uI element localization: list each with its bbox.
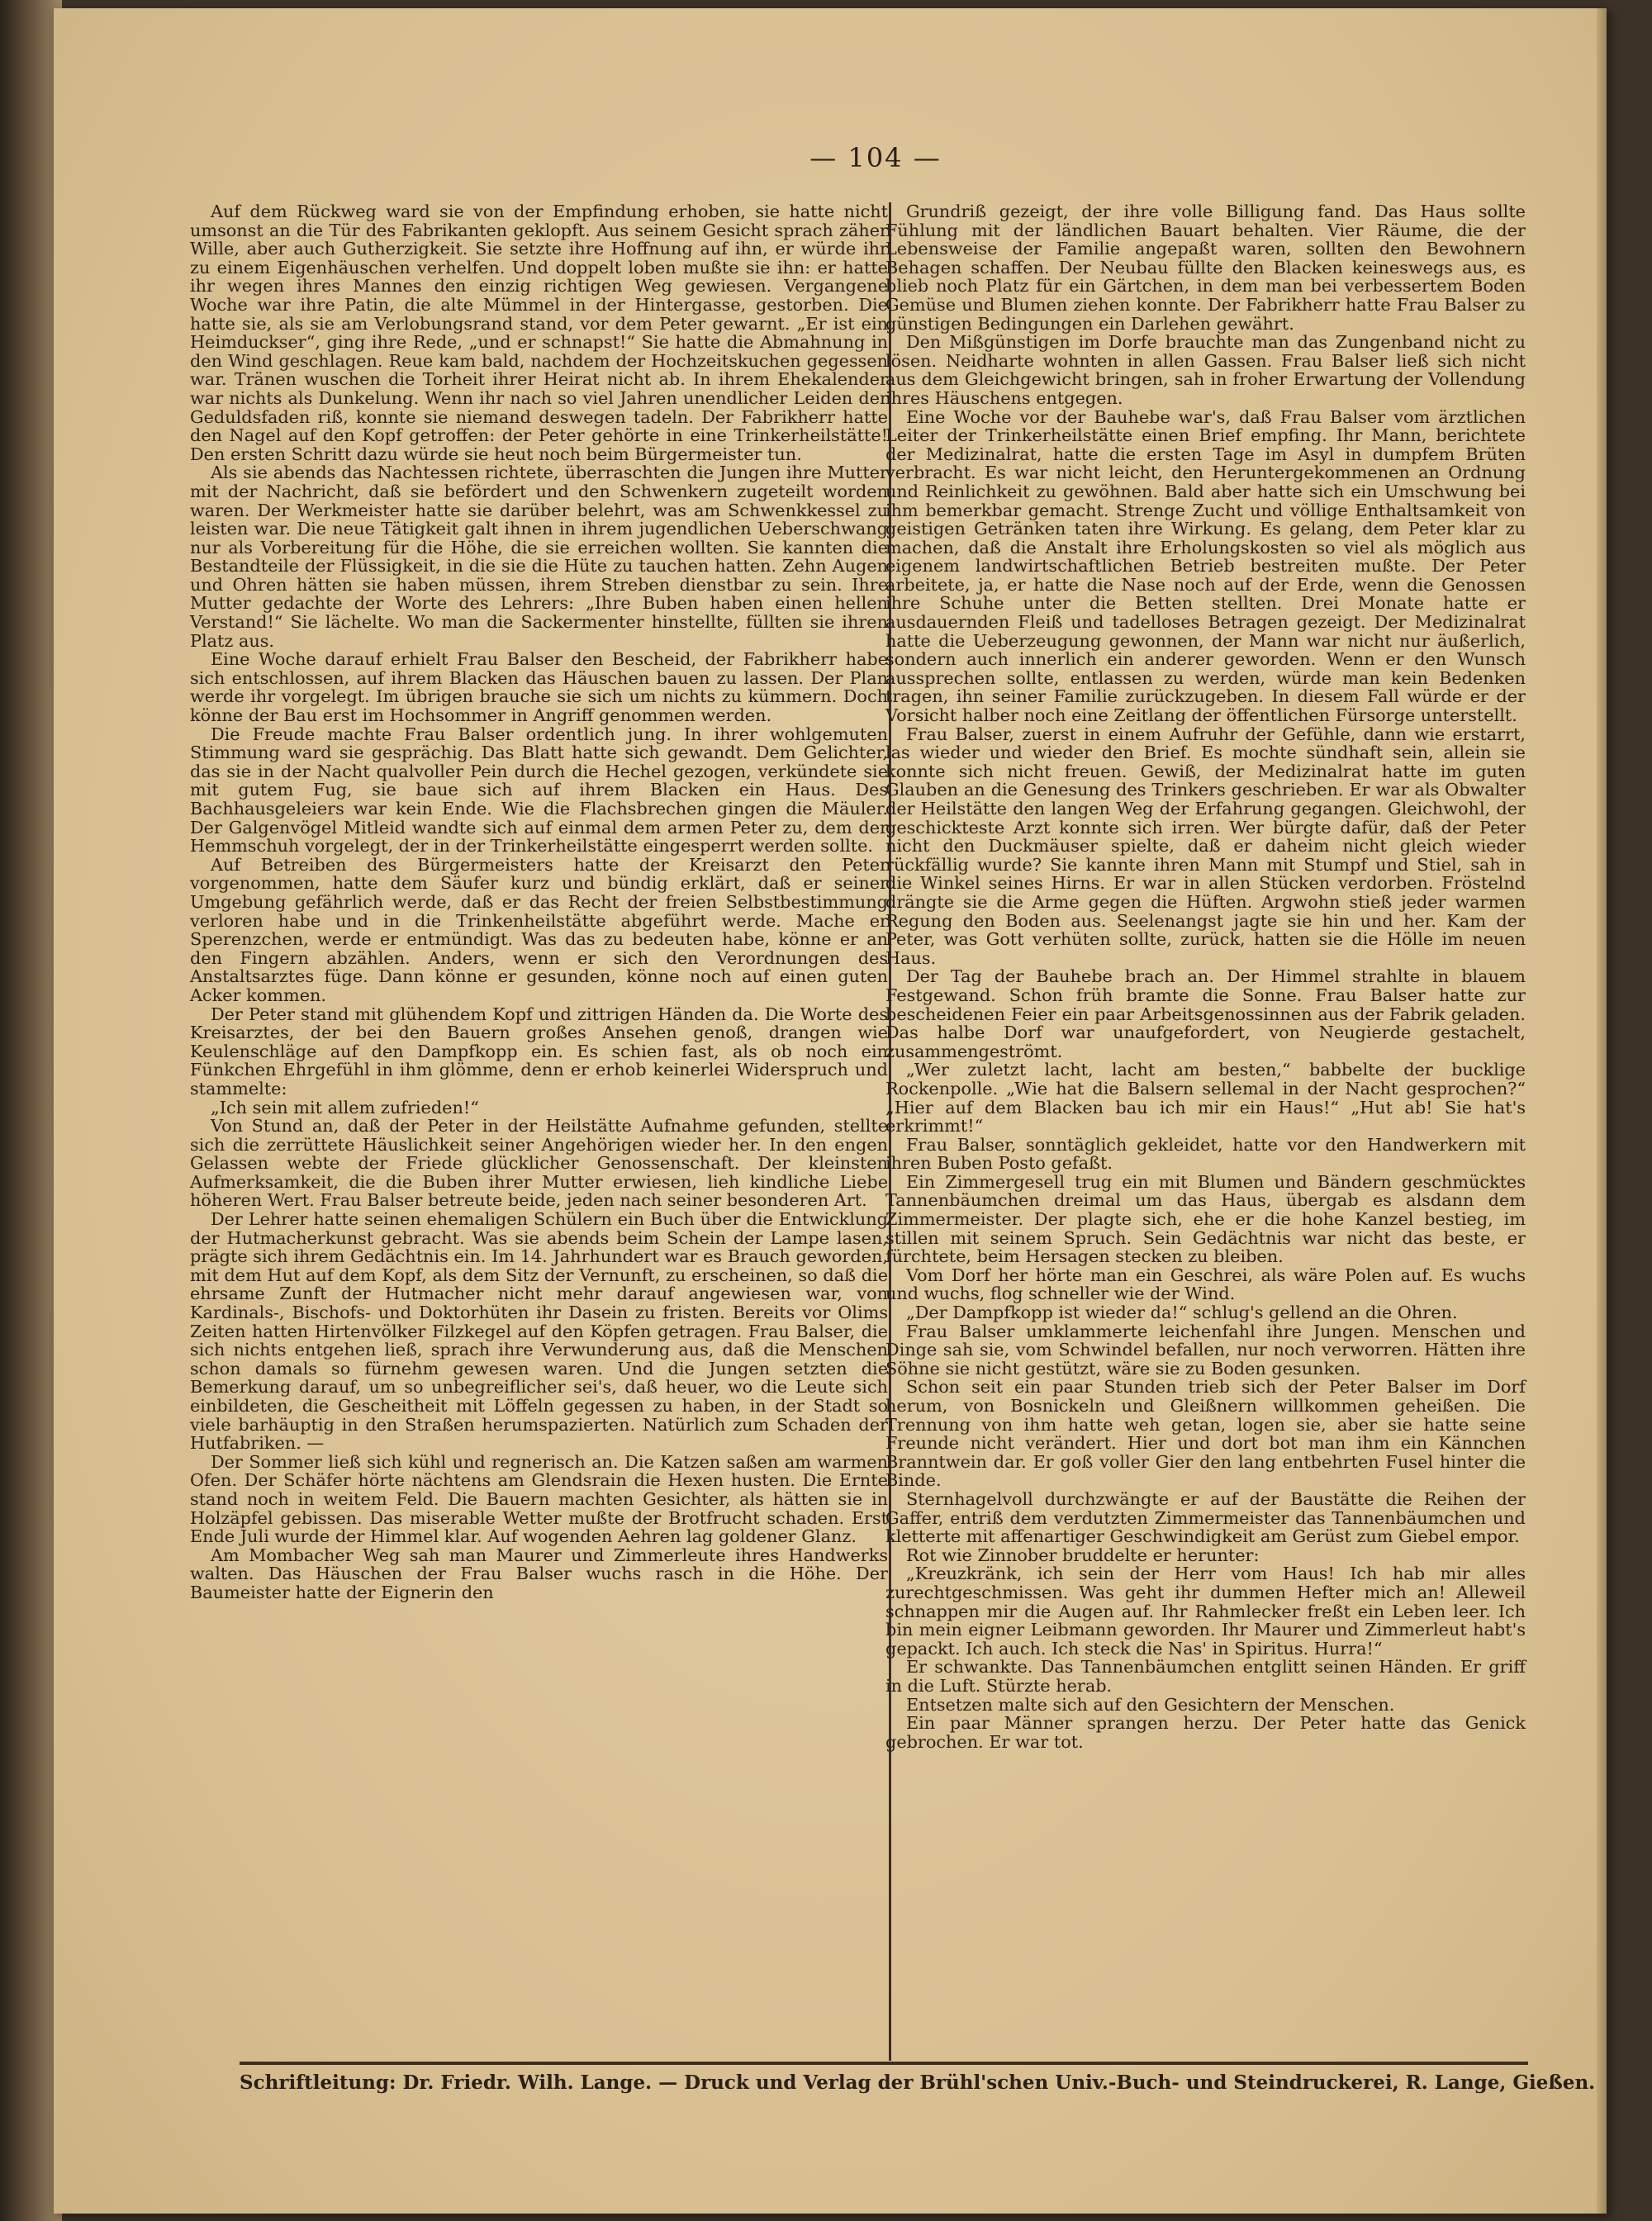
paragraph: Auf dem Rückweg ward sie von der Empfindung erhoben, sie hatte nicht umsonst an die Tür des Fabrikanten geklopft. Aus seinem Gesicht sprach zäher Wille, aber auch Gutherzigkeit. Sie setzte ihre Hoffnung auf ihn, er würde ihr zu einem Eigenhäuschen verhelfen. Und doppelt loben mußte sie ihn: er hatte ihr wegen ihres Mannes den einzig richtigen Weg gewiesen. Vergangene Woche war ihre Patin, die alte Mümmel in der Hintergasse, gestorben. Die hatte sie, als sie am Verlobungsrand stand, vor dem Peter gewarnt. „Er ist ein Heimduckser“, ging ihre Rede, „und er schnapst!“ Sie hatte die Abmahnung in den Wind geschlagen. Reue kam bald, nachdem der Hochzeitskuchen gegessen war. Tränen wuschen die Torheit ihrer Heirat nicht ab. In ihrem Ehekalender war nichts als Dunkelung. Wenn ihr nach so viel Jahren unendlicher Leiden der Geduldsfaden riß, konnte sie niemand deswegen tadeln. Der Fabrikherr hatte den Nagel auf den Kopf getroffen: der Peter gehörte in eine Trinkerheilstätte! Den ersten Schritt dazu würde sie heut noch beim Bürgermeister tun. xyxy=(190,202,888,464)
footer-imprint: Schriftleitung: Dr. Friedr. Wilh. Lange. — Druck und Verlag der Brühl'schen Univ.-Buch- und Steindruckerei, R. Lange, Gießen. xyxy=(240,2072,1596,2094)
paragraph: Ein Zimmergesell trug ein mit Blumen und Bändern geschmücktes Tannenbäumchen dreimal um das Haus, übergab es alsdann dem Zimmermeister. Der plagte sich, ehe er die hohe Kanzel bestieg, im stillen mit seinem Spruch. Sein Gedächtnis war nicht das beste, er fürchtete, beim Hersagen stecken zu bleiben. xyxy=(885,1171,1526,1267)
page-edge-right xyxy=(1597,8,1607,2214)
page-number: — 104 — xyxy=(809,142,942,173)
paragraph: Der Lehrer hatte seinen ehemaligen Schülern ein Buch über die Entwicklung der Hutmacherkunst gebracht. Was sie abends beim Schein der Lampe lasen, prägte sich ihrem Gedächtnis ein. Im 14. Jahrhundert war es Brauch geworden, mit dem Hut auf dem Kopf, als dem Sitz der Vernunft, zu erscheinen, so daß die ehrsame Zunft der Hutmacher nicht mehr darauf angewiesen war, von Kardinals-, Bischofs- und Doktorhüten ihr Dasein zu fristen. Bereits vor Olims Zeiten hatten Hirtenvölker Filzkegel auf den Köpfen getragen. Frau Balser, die sich nichts entgehen ließ, sprach ihre Verwunderung aus, daß die Menschen schon damals so fürnehm gewesen waren. Und die Jungen setzten die Bemerkung darauf, um so unbegreiflicher sei's, daß heuer, wo die Leute sich einbildeten, die Gescheitheit mit Löffeln gegessen zu haben, in der Stadt so viele barhäuptig in den Straßen herumspazierten. Natürlich zum Schaden der Hutfabriken. — xyxy=(190,1209,888,1454)
paragraph: Von Stund an, daß der Peter in der Heilstätte Aufnahme gefunden, stellte sich die zerrüttete Häuslichkeit seiner Angehörigen wieder her. In den engen Gelassen webte der Friede glücklicher Genossenschaft. Der kleinsten Aufmerksamkeit, die die Buben ihrer Mutter erwiesen, lieh kindliche Liebe höheren Wert. Frau Balser betreute beide, jeden nach seiner besonderen Art. xyxy=(190,1116,888,1211)
paragraph: Am Mombacher Weg sah man Maurer und Zimmerleute ihres Handwerks walten. Das Häuschen der Frau Balser wuchs rasch in die Höhe. Der Baumeister hatte der Eignerin den xyxy=(190,1545,888,1602)
paragraph: Frau Balser, sonntäglich gekleidet, hatte vor den Handwerkern mit ihren Buben Posto gefaßt. xyxy=(885,1134,1526,1174)
paragraph: Der Peter stand mit glühendem Kopf und zittrigen Händen da. Die Worte des Kreisarztes, der bei den Bauern großes Ansehen genoß, drangen wie Keulenschläge auf den Dampfkopp ein. Es schien fast, als ob noch ein Fünkchen Ehrgefühl in ihm glömme, denn er erhob keinerlei Widerspruch und stammelte: xyxy=(190,1004,888,1099)
paragraph: Als sie abends das Nachtessen richtete, überraschten die Jungen ihre Mutter mit der Nachricht, daß sie befördert und den Schwenkern zugeteilt worden waren. Der Werkmeister hatte sie darüber belehrt, was am Schwenkkessel zu leisten war. Die neue Tätigkeit galt ihnen in ihrem jugendlichen Ueberschwang nur als Vorbereitung für die Höhe, die sie erreichen wollten. Sie kannten die Bestandteile der Flüssigkeit, in die sie die Hüte zu tauchen hatten. Zehn Augen und Ohren hätten sie haben müssen, ihrem Streben dienstbar zu sein. Ihre Mutter gedachte der Worte des Lehrers: „Ihre Buben haben einen hellen Verstand!“ Sie lächelte. Wo man die Sackermenter hinstellte, füllten sie ihren Platz aus. xyxy=(190,463,888,651)
paragraph: Der Tag der Bauhebe brach an. Der Himmel strahlte in blauem Festgewand. Schon früh bramte die Sonne. Frau Balser hatte zur bescheidenen Feier ein paar Arbeitsgenossinnen aus der Fabrik geladen. Das halbe Dorf war unaufgefordert, von Neugierde gestachelt, zusammengeströmt. xyxy=(885,966,1526,1061)
paragraph: Eine Woche vor der Bauhebe war's, daß Frau Balser vom ärztlichen Leiter der Trinkerheilstätte einen Brief empfing. Ihr Mann, berichtete der Medizinalrat, hatte die ersten Tage im Asyl in dumpfem Brüten verbracht. Es war nicht leicht, den Heruntergekommenen an Ordnung und Reinlichkeit zu gewöhnen. Bald aber hatte sich ein Umschwung bei ihm bemerkbar gemacht. Strenge Zucht und völlige Enthaltsamkeit von geistigen Getränken taten ihre Wirkung. Es gelang, dem Peter klar zu machen, daß die Anstalt ihre Erholungskosten so viel als möglich aus eigenem landwirtschaftlichen Betrieb bestreiten mußte. Der Peter arbeitete, ja, er hatte die Nase noch auf der Erde, wenn die Genossen ihre Schuhe unter die Betten stellten. Drei Monate hatte er ausdauernden Fleiß und tadelloses Betragen gezeigt. Der Medizinalrat hatte die Ueberzeugung gewonnen, der Mann war nicht nur äußerlich, sondern auch innerlich ein anderer geworden. Wenn er den Wunsch aussprechen sollte, entlassen zu werden, würde man kein Bedenken tragen, ihn seiner Familie zurückzugeben. In diesem Fall würde er der Vorsicht halber noch eine Zeitlang der öffentlichen Fürsorge unterstellt. xyxy=(885,406,1526,726)
text-column-right xyxy=(885,202,1526,1751)
paragraph: Grundriß gezeigt, der ihre volle Billigung fand. Das Haus sollte Fühlung mit der ländlichen Bauart behalten. Vier Räume, die der Lebensweise der Familie angepaßt waren, sollten den Bewohnern Behagen schaffen. Der Neubau füllte den Blacken keineswegs aus, es blieb noch Platz für ein Gärtchen, in dem man bei verbessertem Boden Gemüse und Blumen ziehen konnte. Der Fabrikherr hatte Frau Balser zu günstigen Bedingungen ein Darlehen gewährt. xyxy=(885,202,1526,334)
paragraph: Sternhagelvoll durchzwängte er auf der Baustätte die Reihen der Gaffer, entriß dem verdutzten Zimmermeister das Tannenbäumchen und kletterte mit affenartiger Geschwindigkeit am Gerüst zum Giebel empor. xyxy=(885,1488,1526,1547)
paragraph: Ein paar Männer sprangen herzu. Der Peter hatte das Genick gebrochen. Er war tot. xyxy=(885,1713,1526,1752)
paragraph: Auf Betreiben des Bürgermeisters hatte der Kreisarzt den Peter vorgenommen, hatte dem Säufer kurz und bündig erklärt, daß er seiner Umgebung gefährlich werde, daß er das Recht der freien Selbstbestimmung verloren habe und in die Trinkenheilstätte abgeführt werde. Mache er Sperenzchen, werde er entmündigt. Was das zu bedeuten habe, könne er an den Fingern abzählen. Anders, wenn er sich den Verordnungen des Anstaltsarztes füge. Dann könne er gesunden, könne noch auf einen guten Acker kommen. xyxy=(190,854,888,1005)
text-column-left xyxy=(190,202,888,1602)
paragraph: Entsetzen malte sich auf den Gesichtern der Menschen. xyxy=(905,1694,1395,1715)
paragraph: „Ich sein mit allem zufrieden!“ xyxy=(210,1097,479,1118)
paragraph: Frau Balser umklammerte leichenfahl ihre Jungen. Menschen und Dinge sah sie, vom Schwindel befallen, nur noch verworren. Hätten ihre Söhne sie nicht gestützt, wäre sie zu Boden gesunken. xyxy=(885,1321,1526,1379)
paragraph: Frau Balser, zuerst in einem Aufruhr der Gefühle, dann wie erstarrt, las wieder und wieder den Brief. Es mochte sündhaft sein, allein sie konnte sich nicht freuen. Gewiß, der Medizinalrat hatte im guten Glauben an die Genesung des Trinkers geschrieben. Er war als Obwalter der Heilstätte den langen Weg der Erfahrung gegangen. Gleichwohl, der geschickteste Arzt konnte sich irren. Wer bürgte dafür, daß der Peter nicht den Duckmäuser spielte, daß er daheim nicht gleich wieder rückfällig wurde? Sie kannte ihren Mann mit Stumpf und Stiel, sah in die Winkel seines Hirns. Er war in allen Stücken verdorben. Fröstelnd drängte sie die Arme gegen die Hüften. Argwohn stieß jeder warmen Regung den Boden aus. Seelenangst jagte sie hin und her. Kam der Peter, was Gott verhüten sollte, zurück, hatten sie die Hölle im neuen Haus. xyxy=(885,724,1526,968)
paragraph: Er schwankte. Das Tannenbäumchen entglitt seinen Händen. Er griff in die Luft. Stürzte herab. xyxy=(885,1657,1526,1696)
book-binding-edge xyxy=(0,0,62,2221)
paragraph: Vom Dorf her hörte man ein Geschrei, als wäre Polen auf. Es wuchs und wuchs, flog schneller wie der Wind. xyxy=(885,1265,1526,1304)
paragraph: „Der Dampfkopp ist wieder da!“ schlug's gellend an die Ohren. xyxy=(905,1303,1458,1323)
paragraph: „Wer zuletzt lacht, lacht am besten,“ babbelte der bucklige Rockenpolle. „Wie hat die Balsern sellemal in der Nacht gesprochen?“ „Hier auf dem Blacken bau ich mir ein Haus!“ „Hut ab! Sie hat's erkrimmt!“ xyxy=(885,1060,1526,1137)
paragraph: Rot wie Zinnober bruddelte er herunter: xyxy=(905,1545,1260,1565)
footer-rule xyxy=(240,2062,1528,2065)
paragraph: „Kreuzkränk, ich sein der Herr vom Haus! Ich hab mir alles zurechtgeschmissen. Was geht ihr dummen Hefter mich an! Alleweil schnappen mir die Augen auf. Ihr Rahmlecker freßt ein Leben leer. Ich bin mein eigner Leibmann geworden. Ihr Maurer und Zimmerleut habt's gepackt. Ich auch. Ich steck die Nas' in Spiritus. Hurra!“ xyxy=(885,1564,1526,1659)
paragraph: Schon seit ein paar Stunden trieb sich der Peter Balser im Dorf herum, von Bosnickeln und Gleißnern willkommen geheißen. Die Trennung von ihm hatte weh getan, logen sie, aber sie hatte seine Freunde nicht verändert. Hier und dort bot man ihm ein Kännchen Branntwein dar. Er goß voller Gier den lang entbehrten Fusel hinter die Binde. xyxy=(885,1377,1526,1491)
paragraph: Der Sommer ließ sich kühl und regnerisch an. Die Katzen saßen am warmen Ofen. Der Schäfer hörte nächtens am Glendsrain die Hexen husten. Die Ernte stand noch in weitem Feld. Die Bauern machten Gesichter, als hätten sie in Holzäpfel gebissen. Das miserable Wetter mußte der Brotfrucht schaden. Erst Ende Juli wurde der Himmel klar. Auf wogenden Aehren lag goldener Glanz. xyxy=(190,1451,888,1547)
paragraph: Die Freude machte Frau Balser ordentlich jung. In ihrer wohlgemuten Stimmung ward sie gesprächig. Das Blatt hatte sich gewandt. Dem Gelichter, das sie in der Nacht qualvoller Pein durch die Hechel gezogen, verkündete sie mit gutem Fug, sie baue sich auf ihrem Blacken ein Haus. Des Bachhausgeleiers war kein Ende. Wie die Flachsbrechen gingen die Mäuler. Der Galgenvögel Mitleid wandte sich auf einmal dem armen Peter zu, dem der Hemmschuh vorgelegt, der in der Trinkerheilstätte eingesperrt werden sollte. xyxy=(190,724,888,857)
paragraph: Eine Woche darauf erhielt Frau Balser den Bescheid, der Fabrikherr habe sich entschlossen, auf ihrem Blacken das Häuschen bauen zu lassen. Der Plan werde ihr vorgelegt. Im übrigen brauche sie sich um nichts zu kümmern. Doch könne der Bau erst im Hochsommer in Angriff genommen werden. xyxy=(190,649,888,726)
paragraph: Den Mißgünstigen im Dorfe brauchte man das Zungenband nicht zu lösen. Neidharte wohnten in allen Gassen. Frau Balser ließ sich nicht aus dem Gleichgewicht bringen, sah in froher Erwartung der Vollendung ihres Häuschens entgegen. xyxy=(885,332,1526,408)
